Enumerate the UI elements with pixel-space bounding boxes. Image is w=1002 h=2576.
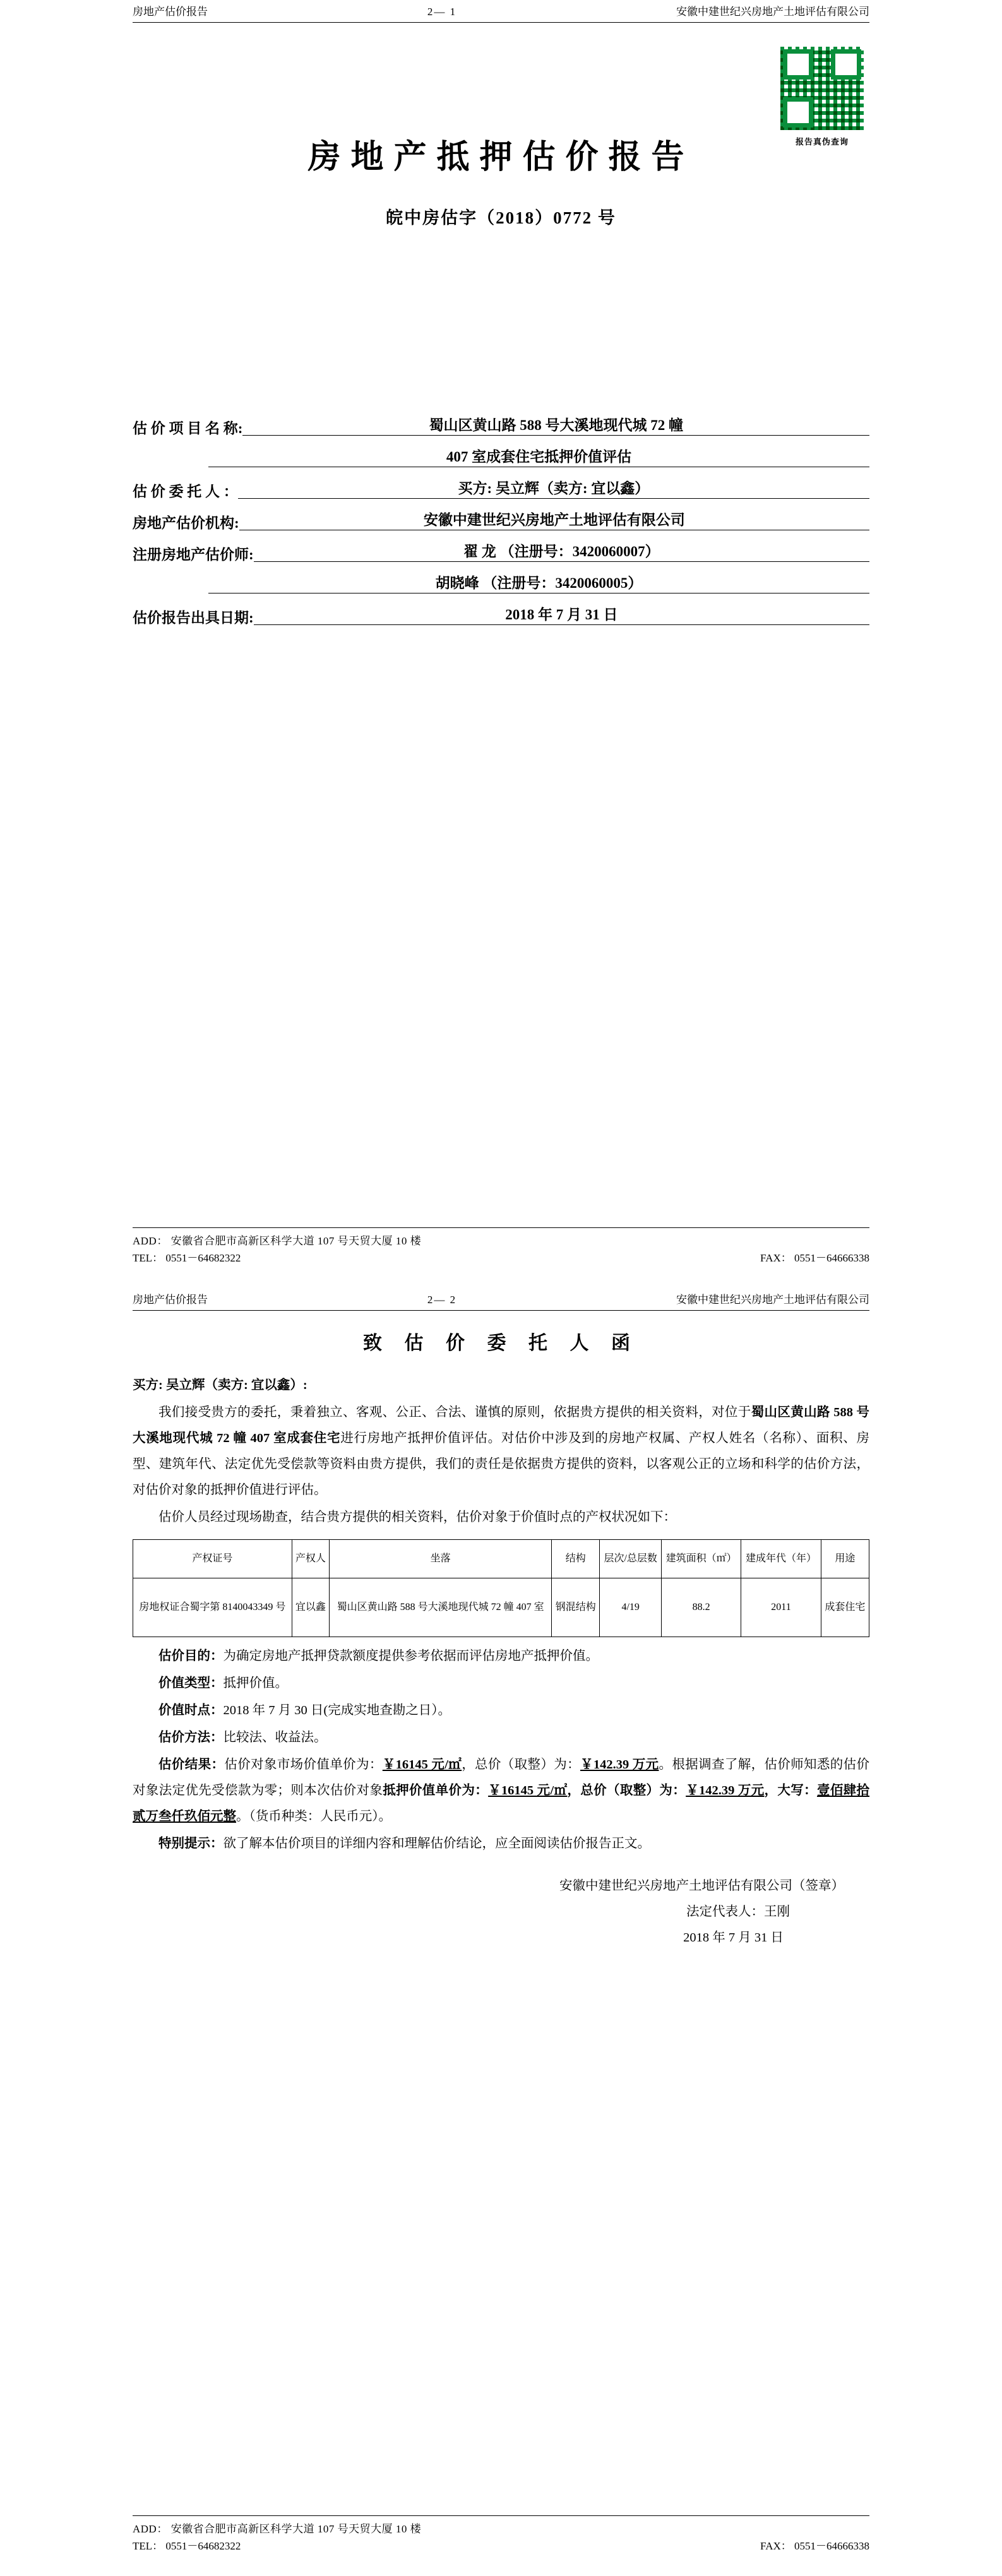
running-header-page-number: 2— 1 (427, 6, 457, 18)
running-header-left: 房地产估价报告 (133, 6, 208, 18)
th-year: 建成年代（年） (741, 1539, 821, 1578)
footer-tel-2: TEL： 0551－64682322 (133, 2539, 241, 2552)
signature-company: 安徽中建世纪兴房地产土地评估有限公司（签章） (559, 1878, 844, 1893)
result-part-a: 估价对象市场价值单价为： (224, 1757, 383, 1772)
result-part-l: 。（货币种类：人民币元）。 (236, 1809, 391, 1823)
item-result (133, 1752, 869, 1830)
item-value-date (133, 1698, 869, 1724)
field-appraisal-org-value: 安徽中建世纪兴房地产土地评估有限公司 (239, 513, 869, 530)
th-structure: 结构 (552, 1539, 600, 1578)
field-appraisal-org-label: 房地产估价机构: (133, 515, 239, 531)
letter-paragraph-2: 估价人员经过现场勘查，结合贵方提供的相关资料，估价对象于价值时点的产权状况如下： (158, 1510, 676, 1524)
running-header-org-2: 安徽中建世纪兴房地产土地评估有限公司 (676, 1294, 869, 1306)
running-header-page-2 (133, 1288, 869, 1311)
field-issue-date (133, 607, 869, 625)
td-cert-no: 房地权证合蜀字第 8140043349 号 (133, 1578, 292, 1637)
th-cert-no: 产权证号 (133, 1539, 292, 1578)
letter-title: 致 估 价 委 托 人 函 (363, 1332, 639, 1354)
running-header-page-1 (133, 0, 869, 23)
result-unit-price: ￥16145 元/㎡ (382, 1757, 462, 1772)
item-purpose (133, 1643, 869, 1669)
td-area: 88.2 (661, 1578, 741, 1637)
footer-fax: FAX： 0551－64666338 (760, 1251, 869, 1264)
result-total-price: ￥142.39 万元 (580, 1757, 659, 1772)
td-usage: 成套住宅 (821, 1578, 869, 1637)
field-project-name (133, 418, 869, 436)
paragraph-1-part-c: 进行房地产抵押价值评估。对估价中涉及到的房地产权属、产权人姓名（名称）、面积、房型、建筑年代、法定优先受偿款等资料由贵方提供，我们的责任是依据贵方提供的资料，以客观公正的立场和科学的估价方法，对估价对象的抵押价值进行评估。 (133, 1431, 870, 1497)
footer-address-2: ADD： 安徽省合肥市高新区科学大道 107 号天贸大厦 10 楼 (133, 2523, 422, 2536)
property-table (133, 1539, 869, 1637)
th-owner: 产权人 (292, 1539, 330, 1578)
mortgage-amount-chinese: 壹佰肆拾贰万叁仟玖佰元整 (133, 1783, 870, 1823)
td-structure: 钢混结构 (552, 1578, 600, 1637)
paragraph-1-property: 蜀山区黄山路 588 号大溪地现代城 72 幢 407 室成套住宅 (133, 1405, 870, 1445)
table-row (133, 1578, 869, 1637)
item-purpose-label: 估价目的： (158, 1649, 224, 1663)
field-project-name-value-2: 407 室成套住宅抵押价值评估 (208, 450, 869, 467)
page-title: 房地产抵押估价报告 (307, 139, 695, 176)
field-project-name-value: 蜀山区黄山路 588 号大溪地现代城 72 幢 (242, 418, 869, 436)
result-part-e: 。根据调查了解，估价师知悉的估价对象法定优先受偿款为零；则本次估价对象 (133, 1757, 870, 1798)
field-appraiser-label: 注册房地产估价师: (133, 546, 254, 563)
field-appraiser-1 (133, 544, 869, 562)
field-issue-date-value: 2018 年 7 月 31 日 (254, 607, 869, 625)
td-owner: 宜以鑫 (292, 1578, 330, 1637)
item-value-type-label: 价值类型： (158, 1676, 224, 1690)
td-location: 蜀山区黄山路 588 号大溪地现代城 72 幢 407 室 (330, 1578, 552, 1637)
qr-code-icon[interactable] (778, 44, 866, 133)
item-notice (133, 1831, 869, 1857)
field-project-name-label: 估 价 项 目 名 称: (133, 420, 243, 436)
result-part-f: 抵押价值单价为： (383, 1783, 489, 1798)
th-area: 建筑面积（㎡） (661, 1539, 741, 1578)
letter-salutation: 买方: 吴立辉（卖方: 宜以鑫）: (133, 1378, 307, 1392)
report-number: 皖中房估字（2018）0772 号 (386, 208, 616, 227)
running-header-page-number-2: 2— 2 (427, 1294, 457, 1306)
field-appraisal-org (133, 513, 869, 530)
th-floor: 层次/总层数 (600, 1539, 662, 1578)
item-result-label: 估价结果： (158, 1757, 225, 1772)
letter-paragraph-1 (133, 1400, 869, 1503)
paragraph-1-part-a: 我们接受贵方的委托，秉着独立、客观、公正、合法、谨慎的原则，依据贵方提供的相关资料，对位于 (158, 1405, 751, 1419)
mortgage-unit-price: ￥16145 元/㎡ (488, 1783, 568, 1798)
footer-tel: TEL： 0551－64682322 (133, 1251, 241, 1264)
footer-address: ADD： 安徽省合肥市高新区科学大道 107 号天贸大厦 10 楼 (133, 1235, 422, 1248)
item-value-date-text: 2018 年 7 月 30 日(完成实地查勘之日）。 (223, 1703, 451, 1717)
th-location: 坐落 (330, 1539, 552, 1578)
signature-block (133, 1873, 869, 1951)
th-usage: 用途 (821, 1539, 869, 1578)
item-method (133, 1725, 869, 1751)
field-client-label: 估 价 委 托 人 ： (133, 483, 238, 499)
field-appraiser-value-2: 胡晓峰 （注册号：3420060005） (208, 576, 869, 593)
result-part-j: ，大写： (764, 1783, 817, 1798)
qr-code-block (775, 44, 869, 147)
mortgage-total-price: ￥142.39 万元 (686, 1783, 765, 1798)
signature-legal-representative: 法定代表人：王刚 (686, 1904, 790, 1919)
td-floor: 4/19 (600, 1578, 662, 1637)
item-purpose-text: 为确定房地产抵押贷款额度提供参考依据而评估房地产抵押价值。 (223, 1649, 599, 1663)
result-part-c: ，总价（取整）为： (462, 1757, 581, 1772)
table-header-row (133, 1539, 869, 1578)
item-value-date-label: 价值时点： (158, 1703, 224, 1717)
running-header-org: 安徽中建世纪兴房地产土地评估有限公司 (676, 6, 869, 18)
footer-page-2 (133, 2515, 869, 2555)
footer-page-1 (133, 1227, 869, 1267)
item-method-label: 估价方法： (158, 1730, 224, 1744)
field-issue-date-label: 估价报告出具日期: (133, 609, 254, 626)
item-notice-text: 欲了解本估价项目的详细内容和理解估价结论，应全面阅读估价报告正文。 (223, 1836, 650, 1851)
report-fields (133, 418, 869, 625)
signature-date: 2018 年 7 月 31 日 (683, 1930, 784, 1945)
qr-caption: 报告真伪查询 (795, 137, 849, 146)
item-notice-label: 特别提示： (158, 1836, 224, 1851)
field-client (133, 481, 869, 499)
td-year: 2011 (741, 1578, 821, 1637)
result-part-h: ，总价（取整）为： (567, 1783, 686, 1798)
item-method-text: 比较法、收益法。 (223, 1730, 327, 1744)
item-value-type-text: 抵押价值。 (223, 1676, 288, 1690)
field-appraiser-value-1: 翟 龙 （注册号：3420060007） (254, 544, 869, 562)
running-header-left-2: 房地产估价报告 (133, 1294, 208, 1306)
field-client-value: 买方: 吴立辉（卖方: 宜以鑫） (238, 481, 869, 499)
field-project-name-line2 (133, 450, 869, 467)
footer-fax-2: FAX： 0551－64666338 (760, 2539, 869, 2552)
sheet-page-2 (0, 1288, 1002, 2576)
field-appraiser-2 (133, 576, 869, 593)
item-value-type (133, 1671, 869, 1696)
